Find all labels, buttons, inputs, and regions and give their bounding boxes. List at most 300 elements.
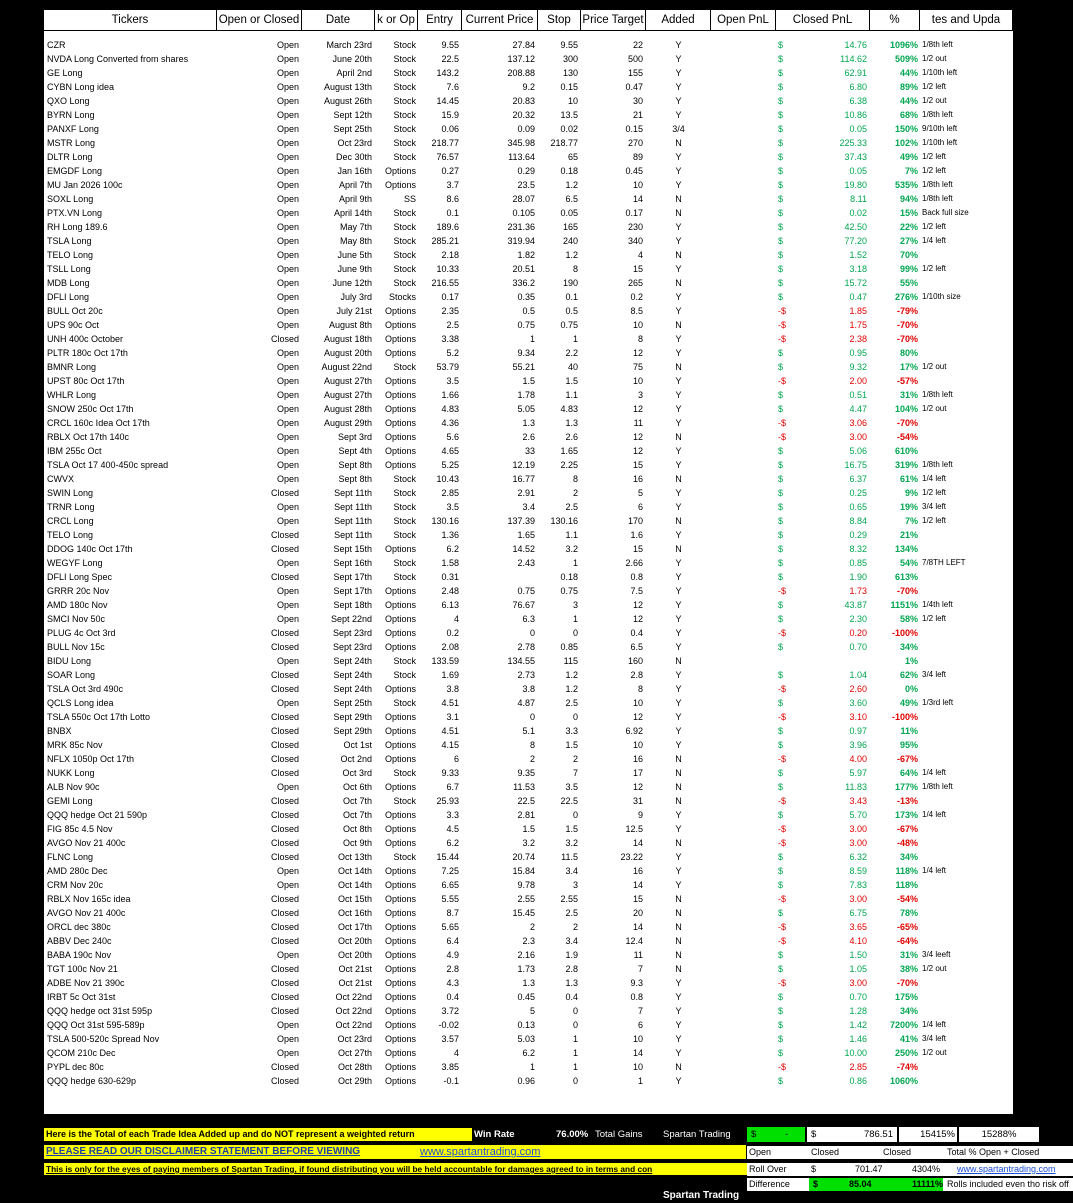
closed-pnl-value: 0.85 xyxy=(849,558,867,568)
cell-added: Y xyxy=(675,96,682,106)
table-row xyxy=(44,794,1013,808)
cell-open-pnl xyxy=(711,668,776,682)
table-row xyxy=(44,374,1013,388)
cell-type: Options xyxy=(384,964,416,974)
cell-current-price: 0.96 xyxy=(517,1076,535,1086)
cell-closed-pnl xyxy=(776,318,870,332)
cell-type: Options xyxy=(384,880,416,890)
cell-notes xyxy=(920,528,1013,542)
cell-status: Closed xyxy=(270,740,299,750)
cell-ticker: UPS 90c Oct xyxy=(47,320,100,330)
cell-percent: 15% xyxy=(899,208,918,218)
cell-current-price: 2 xyxy=(529,754,535,764)
cell-added: Y xyxy=(675,348,682,358)
cell-open-pnl xyxy=(711,514,776,528)
dollar-sign: $ xyxy=(778,110,784,120)
cell-notes: 7/8TH LEFT xyxy=(922,558,966,567)
cell-type: Stock xyxy=(393,124,416,134)
cell-ticker: TRNR Long xyxy=(47,502,95,512)
cell-closed-pnl xyxy=(776,1046,870,1060)
cell-open-pnl xyxy=(711,1074,776,1088)
cell-open-pnl xyxy=(711,66,776,80)
table-row xyxy=(44,38,1013,52)
cell-stop: 1.9 xyxy=(565,950,578,960)
warning-bar: This is only for the eyes of paying members of Spartan Trading, if found distributing you will be held accountable for damages agreed to in terms and con xyxy=(44,1163,748,1175)
cell-price-target: 155 xyxy=(627,68,643,78)
dollar-sign: -$ xyxy=(778,1062,787,1072)
cell-status: Open xyxy=(276,1048,299,1058)
cell-open-pnl xyxy=(711,374,776,388)
cell-stop: 115 xyxy=(563,656,578,666)
cell-open-pnl xyxy=(711,1004,776,1018)
cell-percent: 89% xyxy=(899,82,918,92)
cell-ticker: AMD 280c Dec xyxy=(47,866,108,876)
cell-closed-pnl xyxy=(776,304,870,318)
cell-open-pnl xyxy=(711,556,776,570)
rolls-note: Rolls included even tho risk off xyxy=(947,1179,1069,1189)
dollar-sign: -$ xyxy=(778,838,787,848)
cell-date: August 22nd xyxy=(321,362,372,372)
dollar-sign: $ xyxy=(778,488,784,498)
cell-status: Closed xyxy=(270,572,299,582)
cell-price-target: 14 xyxy=(632,922,643,932)
closed-pnl-value: 8.59 xyxy=(849,866,867,876)
cell-stop: 2.2 xyxy=(565,348,578,358)
cell-price-target: 12 xyxy=(632,600,643,610)
cell-type: Options xyxy=(384,446,416,456)
cell-closed-pnl xyxy=(776,388,870,402)
cell-closed-pnl xyxy=(776,668,870,682)
cell-closed-pnl xyxy=(776,920,870,934)
cell-open-pnl xyxy=(711,710,776,724)
cell-open-pnl xyxy=(711,304,776,318)
cell-date: Sept 11th xyxy=(334,516,372,526)
cell-stop: 2 xyxy=(572,754,578,764)
closed-pnl-value: 6.75 xyxy=(849,908,867,918)
cell-percent: 7200% xyxy=(889,1020,918,1030)
cell-price-target: 89 xyxy=(632,152,643,162)
cell-status: Open xyxy=(276,516,299,526)
dollar-sign: $ xyxy=(778,264,784,274)
dollar-sign: $ xyxy=(778,138,784,148)
closed-pnl-dollar: $ xyxy=(811,1129,817,1140)
cell-ticker: PYPL dec 80c xyxy=(47,1062,104,1072)
cell-status: Open xyxy=(276,502,299,512)
cell-type: Stock xyxy=(393,222,416,232)
cell-date: Sept 17th xyxy=(333,572,372,582)
closed-pnl-value: 9.32 xyxy=(849,362,867,372)
cell-notes: 1/2 left xyxy=(922,488,947,497)
cell-price-target: 11 xyxy=(633,418,643,428)
cell-status: Closed xyxy=(270,726,299,736)
cell-type: Stock xyxy=(393,236,416,246)
cell-date: Sept 24th xyxy=(333,670,372,680)
cell-status: Closed xyxy=(270,530,299,540)
table-row xyxy=(44,878,1013,892)
cell-ticker: CWVX xyxy=(47,474,74,484)
cell-price-target: 6 xyxy=(637,502,643,512)
cell-notes: 1/8th left xyxy=(922,194,953,203)
cell-date: Oct 20th xyxy=(337,950,372,960)
cell-price-target: 16 xyxy=(632,474,643,484)
disclaimer-link[interactable]: PLEASE READ OUR DISCLAIMER STATEMENT BEFORE VIEWING xyxy=(46,1146,361,1157)
cell-notes: 1/4 left xyxy=(922,768,947,777)
cell-closed-pnl xyxy=(776,500,870,514)
cell-current-price: 137.12 xyxy=(507,54,535,64)
cell-closed-pnl xyxy=(776,122,870,136)
cell-stop: 165 xyxy=(562,222,578,232)
cell-closed-pnl xyxy=(776,682,870,696)
cell-percent: -13% xyxy=(896,796,918,806)
cell-type: Options xyxy=(384,376,416,386)
cell-closed-pnl xyxy=(776,892,870,906)
cell-stop: 2.5 xyxy=(565,698,578,708)
cell-added: Y xyxy=(675,166,682,176)
cell-closed-pnl xyxy=(776,766,870,780)
cell-status: Open xyxy=(276,40,299,50)
cell-closed-pnl xyxy=(776,290,870,304)
cell-closed-pnl xyxy=(776,262,870,276)
table-row xyxy=(44,1018,1013,1032)
cell-entry: 6.13 xyxy=(441,600,459,610)
cell-ticker: QQQ hedge Oct 21 590p xyxy=(47,810,148,820)
cell-type: Options xyxy=(384,418,416,428)
cell-status: Closed xyxy=(270,992,299,1002)
cell-status: Open xyxy=(276,194,299,204)
cell-open-pnl xyxy=(711,892,776,906)
spreadsheet xyxy=(44,10,1013,1114)
cell-percent: 613% xyxy=(894,572,918,582)
cell-current-price: 23.5 xyxy=(517,180,535,190)
cell-ticker: PLTR 180c Oct 17th xyxy=(47,348,128,358)
cell-entry: 9.55 xyxy=(441,40,459,50)
table-row xyxy=(44,164,1013,178)
cell-current-price: 0.29 xyxy=(517,166,535,176)
cell-stop: 9.55 xyxy=(560,40,578,50)
cell-open-pnl xyxy=(711,486,776,500)
cell-price-target: 6.92 xyxy=(625,726,643,736)
cell-date: Oct 21st xyxy=(338,978,372,988)
cell-percent: -70% xyxy=(896,320,918,330)
cell-status: Open xyxy=(276,376,299,386)
closed-pnl-value: 4.10 xyxy=(849,936,867,946)
cell-open-pnl xyxy=(711,808,776,822)
cell-stop: 0.4 xyxy=(565,992,578,1002)
cell-current-price: 3.8 xyxy=(522,684,535,694)
cell-open-pnl xyxy=(711,38,776,52)
website-link-2[interactable]: www.spartantrading.com xyxy=(957,1164,1056,1174)
cell-date: Sept 8th xyxy=(338,460,372,470)
open-pnl-dollar: $ xyxy=(751,1129,757,1140)
cell-closed-pnl xyxy=(776,696,870,710)
closed-pnl-value: 8.84 xyxy=(849,516,867,526)
table-row xyxy=(44,570,1013,584)
cell-current-price: 0.09 xyxy=(517,124,535,134)
cell-type: Options xyxy=(384,1034,416,1044)
cell-entry: 3.38 xyxy=(441,334,459,344)
cell-current-price: 12.19 xyxy=(512,460,535,470)
cell-date: Oct 15th xyxy=(337,894,372,904)
cell-price-target: 9.3 xyxy=(630,978,643,988)
table-row xyxy=(44,906,1013,920)
cell-stop: 0.05 xyxy=(560,208,578,218)
dollar-sign: $ xyxy=(778,68,784,78)
cell-closed-pnl xyxy=(776,136,870,150)
cell-status: Open xyxy=(276,138,299,148)
closed-pnl-value: 3.18 xyxy=(849,264,867,274)
cell-added: Y xyxy=(675,390,682,400)
cell-notes xyxy=(920,850,1013,864)
cell-price-target: 17 xyxy=(632,768,643,778)
cell-closed-pnl xyxy=(776,542,870,556)
cell-notes xyxy=(920,794,1013,808)
cell-stop: 1 xyxy=(572,558,578,568)
cell-percent: 78% xyxy=(899,908,918,918)
cell-price-target: 14 xyxy=(632,1048,643,1058)
cell-ticker: RBLX Oct 17th 140c xyxy=(47,432,130,442)
cell-percent: 31% xyxy=(899,950,918,960)
cell-date: August 27th xyxy=(323,390,372,400)
cell-added: Y xyxy=(675,180,682,190)
dollar-sign: $ xyxy=(778,40,784,50)
cell-stop: 1.5 xyxy=(565,376,578,386)
cell-current-price: 1.3 xyxy=(522,418,535,428)
cell-date: Oct 22nd xyxy=(335,1006,372,1016)
cell-notes: 3/4 left xyxy=(922,670,947,679)
cell-percent: 1096% xyxy=(889,40,918,50)
table-row xyxy=(44,402,1013,416)
cell-entry: 2.08 xyxy=(441,642,459,652)
cell-stop: 130 xyxy=(562,68,578,78)
cell-open-pnl xyxy=(711,248,776,262)
cell-entry: 0.31 xyxy=(441,572,459,582)
cell-type: Options xyxy=(384,782,416,792)
cell-added: Y xyxy=(675,866,682,876)
cell-notes xyxy=(920,1060,1013,1074)
cell-price-target: 14 xyxy=(632,838,643,848)
cell-notes: 1/2 left xyxy=(922,152,947,161)
cell-notes: 1/2 left xyxy=(922,516,947,525)
table-row xyxy=(44,136,1013,150)
total-note: Here is the Total of each Trade Idea Added up and do NOT represent a weighted return xyxy=(44,1128,472,1141)
table-row xyxy=(44,850,1013,864)
cell-type: Options xyxy=(384,684,416,694)
cell-closed-pnl xyxy=(776,612,870,626)
cell-open-pnl xyxy=(711,976,776,990)
cell-notes xyxy=(920,836,1013,850)
cell-notes xyxy=(920,682,1013,696)
cell-date: August 27th xyxy=(323,376,372,386)
cell-entry: -0.02 xyxy=(438,1020,459,1030)
cell-added: Y xyxy=(675,1048,682,1058)
dollar-sign: $ xyxy=(778,782,784,792)
cell-ticker: IBM 255c Oct xyxy=(47,446,102,456)
closed-pnl-value: 3.60 xyxy=(849,698,867,708)
cell-price-target: 0.8 xyxy=(630,572,643,582)
cell-notes xyxy=(920,738,1013,752)
cell-date: Sept 15th xyxy=(333,544,372,554)
cell-ticker: TSLA 550c Oct 17th Lotto xyxy=(47,712,151,722)
cell-percent: 70% xyxy=(899,250,918,260)
table-row xyxy=(44,822,1013,836)
cell-added: Y xyxy=(675,852,682,862)
cell-current-price: 1.73 xyxy=(517,964,535,974)
dollar-sign: $ xyxy=(778,1034,784,1044)
cell-closed-pnl xyxy=(776,52,870,66)
table-row xyxy=(44,388,1013,402)
dollar-sign: -$ xyxy=(778,824,787,834)
cell-ticker: TSLA 500-520c Spread Nov xyxy=(47,1034,160,1044)
cell-closed-pnl xyxy=(776,472,870,486)
dollar-sign: $ xyxy=(778,152,784,162)
header-row xyxy=(44,10,1013,31)
cell-added: Y xyxy=(675,992,682,1002)
table-row xyxy=(44,934,1013,948)
table-row xyxy=(44,920,1013,934)
table-row xyxy=(44,808,1013,822)
cell-entry: 25.93 xyxy=(436,796,459,806)
table-row xyxy=(44,654,1013,668)
cell-stop: 1.2 xyxy=(565,670,578,680)
cell-notes xyxy=(920,878,1013,892)
cell-entry: 10.43 xyxy=(436,474,459,484)
cell-open-pnl xyxy=(711,262,776,276)
cell-open-pnl xyxy=(711,164,776,178)
table-row xyxy=(44,276,1013,290)
cell-entry: 14.45 xyxy=(436,96,459,106)
cell-open-pnl xyxy=(711,416,776,430)
cell-ticker: CYBN Long idea xyxy=(47,82,115,92)
header-entry: Entry xyxy=(418,10,462,30)
cell-type: Options xyxy=(384,404,416,414)
cell-open-pnl xyxy=(711,178,776,192)
cell-price-target: 1.6 xyxy=(630,530,643,540)
dollar-sign: $ xyxy=(778,292,784,302)
cell-status: Open xyxy=(276,320,299,330)
cell-closed-pnl xyxy=(776,1074,870,1088)
cell-percent: 34% xyxy=(899,852,918,862)
cell-stop: 1.3 xyxy=(565,978,578,988)
cell-current-price: 9.2 xyxy=(522,82,535,92)
cell-percent: 58% xyxy=(899,614,918,624)
cell-percent: 1060% xyxy=(889,1076,918,1086)
cell-percent: 1151% xyxy=(890,600,918,610)
cell-status: Open xyxy=(276,600,299,610)
labels-row xyxy=(747,1146,1073,1159)
cell-status: Open xyxy=(276,152,299,162)
cell-open-pnl xyxy=(711,948,776,962)
cell-notes xyxy=(920,542,1013,556)
cell-date: August 20th xyxy=(323,348,372,358)
cell-entry: 10.33 xyxy=(436,264,459,274)
cell-entry: 3.5 xyxy=(446,502,459,512)
cell-open-pnl xyxy=(711,1032,776,1046)
cell-current-price: 8 xyxy=(529,740,535,750)
closed-pnl-value: 6.38 xyxy=(849,96,867,106)
cell-open-pnl xyxy=(711,640,776,654)
cell-type: Stock xyxy=(393,362,416,372)
dollar-sign: -$ xyxy=(778,712,787,722)
cell-type: Options xyxy=(384,1006,416,1016)
cell-percent: 0% xyxy=(904,684,918,694)
cell-status: Closed xyxy=(270,796,299,806)
cell-current-price: 1.65 xyxy=(517,530,535,540)
cell-current-price: 345.98 xyxy=(507,138,535,148)
cell-stop: 218.77 xyxy=(550,138,578,148)
cell-date: Sept 29th xyxy=(333,712,372,722)
cell-ticker: BYRN Long xyxy=(47,110,95,120)
cell-entry: 4.51 xyxy=(441,698,459,708)
cell-type: Stock xyxy=(393,516,416,526)
cell-closed-pnl xyxy=(776,962,870,976)
cell-status: Closed xyxy=(270,810,299,820)
cell-type: Stock xyxy=(393,208,416,218)
closed-pnl-value: 5.06 xyxy=(849,446,867,456)
dollar-sign: $ xyxy=(778,54,784,64)
cell-stop: 3 xyxy=(572,600,578,610)
dollar-sign: $ xyxy=(778,166,784,176)
cell-closed-pnl xyxy=(776,878,870,892)
cell-date: Sept 24th xyxy=(333,656,372,666)
closed-pnl-value: 3.65 xyxy=(849,922,867,932)
cell-stop: 2.8 xyxy=(565,964,578,974)
cell-ticker: QCLS Long idea xyxy=(47,698,114,708)
cell-added: Y xyxy=(675,40,682,50)
cell-type: Stock xyxy=(393,54,416,64)
cell-added: Y xyxy=(675,222,682,232)
cell-current-price: 0.75 xyxy=(517,586,535,596)
cell-status: Closed xyxy=(270,1076,299,1086)
dollar-sign: $ xyxy=(778,1020,784,1030)
cell-current-price: 9.35 xyxy=(517,768,535,778)
cell-added: Y xyxy=(675,810,682,820)
cell-ticker: MSTR Long xyxy=(47,138,96,148)
cell-stop: 0 xyxy=(572,1020,578,1030)
cell-added: Y xyxy=(675,404,682,414)
dollar-sign: $ xyxy=(778,250,784,260)
dollar-sign: $ xyxy=(778,404,784,414)
cell-status: Closed xyxy=(270,838,299,848)
closed-pnl-value: 4.47 xyxy=(849,404,867,414)
cell-current-price: 2.73 xyxy=(517,670,535,680)
cell-closed-pnl xyxy=(776,836,870,850)
closed-pnl-value: 0.51 xyxy=(849,390,867,400)
website-link[interactable]: www.spartantrading.com xyxy=(420,1146,541,1158)
cell-date: Oct 8th xyxy=(342,824,372,834)
cell-percent: -70% xyxy=(896,418,918,428)
closed-pnl-value: 6.32 xyxy=(849,852,867,862)
cell-type: Options xyxy=(384,824,416,834)
cell-notes xyxy=(920,248,1013,262)
dollar-sign: $ xyxy=(778,1076,784,1086)
closed-pnl-value: 3.00 xyxy=(849,838,867,848)
cell-status: Open xyxy=(276,236,299,246)
cell-date: Dec 30th xyxy=(335,152,372,162)
cell-notes xyxy=(920,318,1013,332)
cell-percent: 68% xyxy=(899,110,918,120)
cell-added: Y xyxy=(675,110,682,120)
cell-added: Y xyxy=(675,698,682,708)
cell-type: Options xyxy=(384,628,416,638)
cell-stop: 1.1 xyxy=(565,530,578,540)
cell-added: N xyxy=(675,194,682,204)
dollar-sign: $ xyxy=(778,810,784,820)
cell-ticker: PTX.VN Long xyxy=(47,208,103,218)
cell-closed-pnl xyxy=(776,192,870,206)
cell-percent: 7% xyxy=(904,166,918,176)
cell-date: Oct 27th xyxy=(337,1048,372,1058)
rollover-row xyxy=(747,1163,1073,1176)
